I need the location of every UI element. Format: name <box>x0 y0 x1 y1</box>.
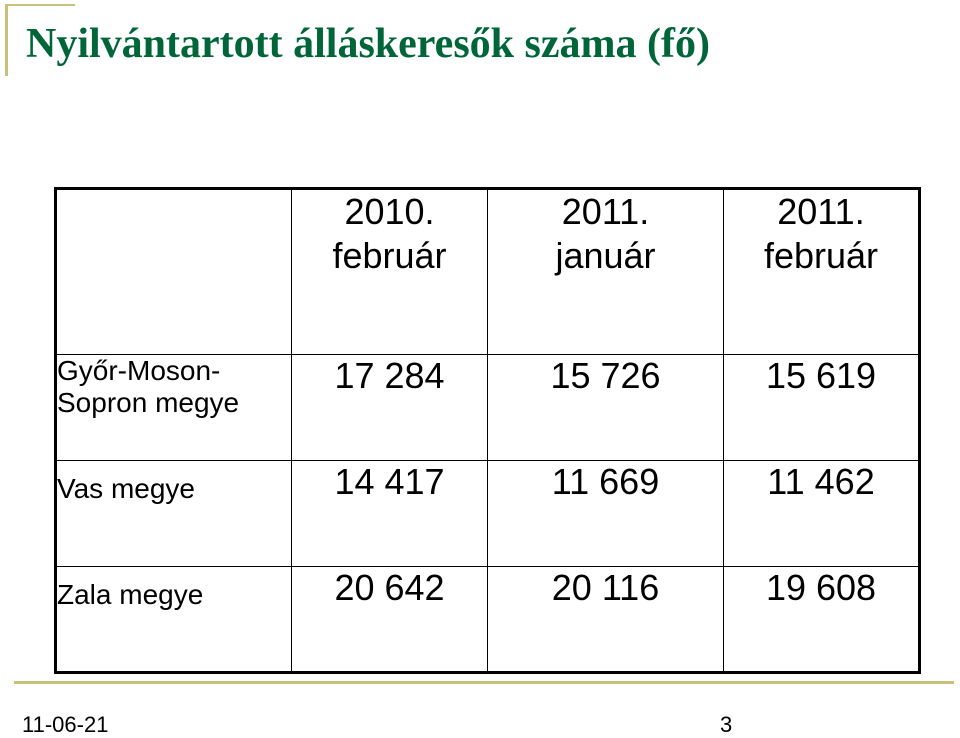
accent-bar-top <box>5 4 75 6</box>
table-row-zala <box>56 567 920 673</box>
column-header-year: 2011. <box>561 191 650 232</box>
table-header-row <box>56 189 920 355</box>
row-label-gyor-moson-sopron <box>56 355 292 461</box>
table-cell: 14 417 <box>292 461 488 567</box>
table-row-gyor-moson-sopron <box>56 355 920 461</box>
row-label-vas: Vas megye <box>56 461 292 567</box>
table-cell: 11 462 <box>724 461 920 567</box>
table-corner-cell <box>56 189 292 355</box>
column-header-2011-januar <box>488 189 724 355</box>
page-number: 3 <box>720 712 733 737</box>
row-label-zala: Zala megye <box>56 567 292 673</box>
row-label-line-1: Győr-Moson- <box>57 355 221 386</box>
table-row-vas <box>56 461 920 567</box>
footer-divider <box>14 681 954 684</box>
column-header-year: 2011. <box>777 191 865 232</box>
column-header-month: február <box>763 234 879 276</box>
table-cell: 17 284 <box>292 355 488 461</box>
column-header-year: 2010. <box>344 191 435 232</box>
footer-date: 11-06-21 <box>22 712 109 737</box>
table-cell: 15 619 <box>724 355 920 461</box>
table-cell: 20 116 <box>488 567 724 673</box>
table-cell: 20 642 <box>292 567 488 673</box>
row-label-line-2: Sopron megye <box>57 386 240 418</box>
table-cell: 11 669 <box>488 461 724 567</box>
column-header-month: január <box>555 234 656 276</box>
slide-title: Nyilvántartott álláskeresők száma (fő) <box>26 21 710 67</box>
column-header-2011-februar <box>724 189 920 355</box>
table-cell: 19 608 <box>724 567 920 673</box>
job-seekers-table <box>54 187 921 674</box>
table-cell: 15 726 <box>488 355 724 461</box>
column-header-month: február <box>332 234 447 276</box>
accent-bar-vertical <box>5 4 8 76</box>
column-header-2010-februar <box>292 189 488 355</box>
